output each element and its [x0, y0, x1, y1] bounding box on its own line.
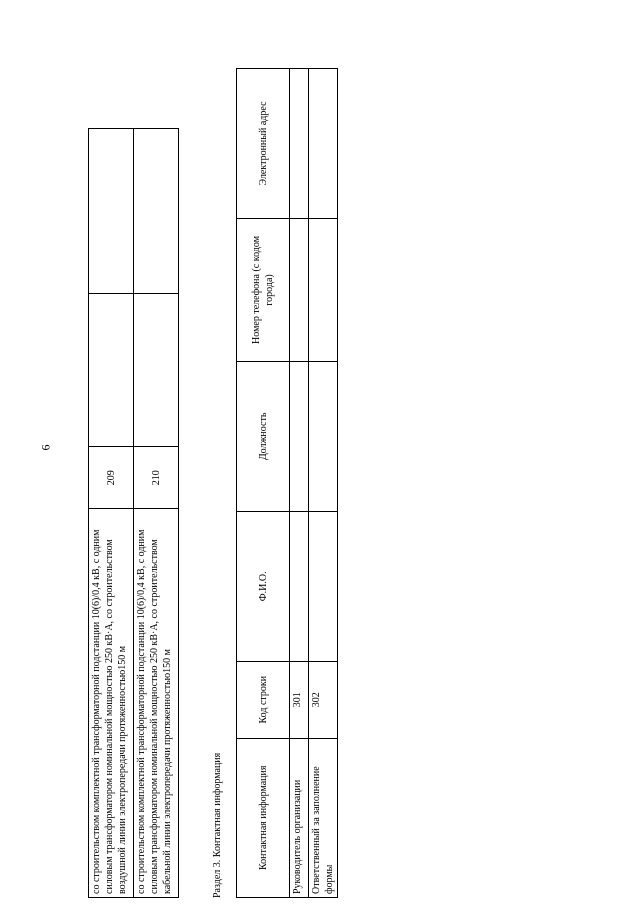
header-position: Должность	[237, 361, 290, 511]
contact-code: 301	[290, 661, 309, 738]
header-email: Электронный адрес	[237, 69, 290, 219]
row-description: со строительством комплектной трансформаторной подстанции 10(6)/0,4 кВ, с одним силовым трансформатором номинальной мощностью 250 кВ·А, со строительством кабельной линии электропередачи протяженностью150 м	[134, 509, 179, 898]
phone-cell[interactable]	[309, 219, 338, 362]
table-row	[309, 69, 338, 898]
table-row	[134, 129, 179, 898]
phone-cell[interactable]	[290, 219, 309, 362]
header-code: Код строки	[237, 661, 290, 738]
page-number: 6	[38, 444, 53, 451]
header-fio: Ф.И.О.	[237, 511, 290, 661]
table-row	[290, 69, 309, 898]
section3-title: Раздел 3. Контактная информация	[212, 752, 223, 898]
row-code: 210	[134, 447, 179, 509]
contact-table	[236, 68, 338, 898]
fio-cell[interactable]	[290, 511, 309, 661]
row-code: 209	[89, 447, 134, 509]
empty-cell	[134, 293, 179, 447]
email-cell[interactable]	[290, 69, 309, 219]
header-contact: Контактная информация	[237, 738, 290, 897]
contact-label: Ответственный за заполнение формы	[309, 738, 338, 897]
table-row	[89, 129, 134, 898]
row-description: со строительством комплектной трансформаторной подстанции 10(6)/0,4 кВ, с одним силовым трансформатором номинальной мощностью 250 кВ·А, со строительством воздушной линии электропередачи протяженностью150 м	[89, 509, 134, 898]
position-cell[interactable]	[290, 361, 309, 511]
empty-cell	[89, 293, 134, 447]
position-cell[interactable]	[309, 361, 338, 511]
email-cell[interactable]	[309, 69, 338, 219]
empty-cell	[89, 129, 134, 294]
contact-code: 302	[309, 661, 338, 738]
header-row	[237, 69, 290, 898]
contact-label: Руководитель организации	[290, 738, 309, 897]
empty-cell	[134, 129, 179, 294]
fio-cell[interactable]	[309, 511, 338, 661]
header-phone: Номер телефона (с кодом города)	[237, 219, 290, 362]
rotated-page	[80, 38, 335, 898]
section2-table	[88, 128, 179, 898]
